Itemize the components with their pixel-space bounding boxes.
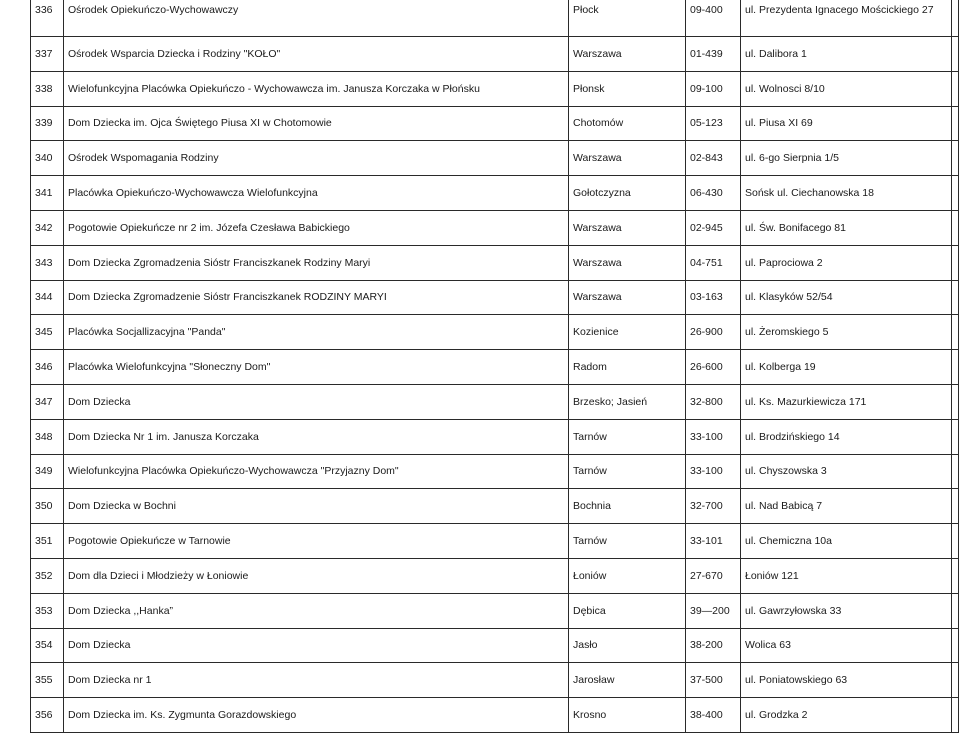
street-address: ul. Prezydenta Ignacego Mościckiego 27	[741, 0, 952, 37]
institution-name: Dom Dziecka	[64, 384, 569, 419]
row-end-cell	[952, 0, 959, 37]
institution-name: Dom Dziecka Zgromadzenia Sióstr Franciszkanek Rodziny Maryi	[64, 245, 569, 280]
table-row	[31, 315, 959, 350]
row-number: 354	[31, 628, 64, 663]
institution-name: Ośrodek Wsparcia Dziecka i Rodziny "KOŁO"	[64, 37, 569, 72]
street-address: ul. 6-go Sierpnia 1/5	[741, 141, 952, 176]
institution-name: Dom Dziecka Nr 1 im. Janusza Korczaka	[64, 419, 569, 454]
street-address: ul. Poniatowskiego 63	[741, 663, 952, 698]
institution-name: Placówka Socjallizacyjna "Panda"	[64, 315, 569, 350]
row-end-cell	[952, 245, 959, 280]
row-end-cell	[952, 71, 959, 106]
institution-name: Dom Dziecka im. Ojca Świętego Piusa XI w Chotomowie	[64, 106, 569, 141]
postal-code: 03-163	[686, 280, 741, 315]
city: Jarosław	[569, 663, 686, 698]
street-address: ul. Paprociowa 2	[741, 245, 952, 280]
street-address: ul. Kolberga 19	[741, 350, 952, 385]
table-row	[31, 593, 959, 628]
institution-name: Ośrodek Wspomagania Rodziny	[64, 141, 569, 176]
table-row	[31, 489, 959, 524]
postal-code: 38-200	[686, 628, 741, 663]
institution-name: Dom Dziecka ,,Hanka”	[64, 593, 569, 628]
institution-name: Placówka Opiekuńczo-Wychowawcza Wielofunkcyjna	[64, 176, 569, 211]
street-address: ul. Klasyków 52/54	[741, 280, 952, 315]
row-end-cell	[952, 489, 959, 524]
city: Jasło	[569, 628, 686, 663]
postal-code: 27-670	[686, 558, 741, 593]
street-address: ul. Żeromskiego 5	[741, 315, 952, 350]
postal-code: 33-100	[686, 454, 741, 489]
city: Bochnia	[569, 489, 686, 524]
row-number: 339	[31, 106, 64, 141]
row-number: 340	[31, 141, 64, 176]
table-row	[31, 106, 959, 141]
street-address: Wolica 63	[741, 628, 952, 663]
row-number: 346	[31, 350, 64, 385]
row-end-cell	[952, 350, 959, 385]
street-address: ul. Grodzka 2	[741, 698, 952, 733]
city: Warszawa	[569, 245, 686, 280]
row-number: 343	[31, 245, 64, 280]
city: Warszawa	[569, 141, 686, 176]
street-address: ul. Brodzińskiego 14	[741, 419, 952, 454]
table-row	[31, 663, 959, 698]
row-end-cell	[952, 698, 959, 733]
street-address: ul. Św. Bonifacego 81	[741, 210, 952, 245]
city: Warszawa	[569, 280, 686, 315]
table-row	[31, 245, 959, 280]
row-end-cell	[952, 315, 959, 350]
street-address: ul. Chyszowska 3	[741, 454, 952, 489]
row-number: 337	[31, 37, 64, 72]
table-row	[31, 384, 959, 419]
table-row	[31, 454, 959, 489]
row-number: 344	[31, 280, 64, 315]
street-address: Sońsk ul. Ciechanowska 18	[741, 176, 952, 211]
postal-code: 02-843	[686, 141, 741, 176]
city: Dębica	[569, 593, 686, 628]
row-end-cell	[952, 558, 959, 593]
table-row	[31, 698, 959, 733]
city: Warszawa	[569, 37, 686, 72]
row-number: 349	[31, 454, 64, 489]
postal-code: 26-900	[686, 315, 741, 350]
row-end-cell	[952, 384, 959, 419]
institution-name: Pogotowie Opiekuńcze w Tarnowie	[64, 524, 569, 559]
institution-name: Wielofunkcyjna Placówka Opiekuńczo - Wychowawcza im. Janusza Korczaka w Płońsku	[64, 71, 569, 106]
row-number: 342	[31, 210, 64, 245]
row-end-cell	[952, 593, 959, 628]
street-address: Łoniów 121	[741, 558, 952, 593]
institution-name: Pogotowie Opiekuńcze nr 2 im. Józefa Czesława Babickiego	[64, 210, 569, 245]
city: Płonsk	[569, 71, 686, 106]
postal-code: 05-123	[686, 106, 741, 141]
row-end-cell	[952, 210, 959, 245]
postal-code: 09-100	[686, 71, 741, 106]
street-address: ul. Ks. Mazurkiewicza 171	[741, 384, 952, 419]
postal-code: 04-751	[686, 245, 741, 280]
row-end-cell	[952, 280, 959, 315]
postal-code: 32-700	[686, 489, 741, 524]
row-number: 338	[31, 71, 64, 106]
city: Brzesko; Jasień	[569, 384, 686, 419]
institution-name: Wielofunkcyjna Placówka Opiekuńczo-Wychowawcza "Przyjazny Dom"	[64, 454, 569, 489]
table-row	[31, 524, 959, 559]
row-number: 356	[31, 698, 64, 733]
row-end-cell	[952, 628, 959, 663]
city: Gołotczyzna	[569, 176, 686, 211]
institution-name: Dom Dziecka im. Ks. Zygmunta Gorazdowskiego	[64, 698, 569, 733]
table-row	[31, 419, 959, 454]
row-end-cell	[952, 524, 959, 559]
street-address: ul. Dalibora 1	[741, 37, 952, 72]
institution-name: Dom Dziecka	[64, 628, 569, 663]
city: Warszawa	[569, 210, 686, 245]
table-row	[31, 350, 959, 385]
row-number: 336	[31, 0, 64, 37]
table-row	[31, 0, 959, 37]
institutions-table	[30, 0, 959, 733]
postal-code: 33-101	[686, 524, 741, 559]
table-row	[31, 141, 959, 176]
city: Kozienice	[569, 315, 686, 350]
street-address: ul. Piusa XI 69	[741, 106, 952, 141]
row-end-cell	[952, 176, 959, 211]
table-row	[31, 210, 959, 245]
city: Tarnów	[569, 454, 686, 489]
postal-code: 37-500	[686, 663, 741, 698]
street-address: ul. Wolnosci 8/10	[741, 71, 952, 106]
institution-name: Dom dla Dzieci i Młodzieży w Łoniowie	[64, 558, 569, 593]
postal-code: 38-400	[686, 698, 741, 733]
row-end-cell	[952, 106, 959, 141]
row-number: 341	[31, 176, 64, 211]
row-number: 353	[31, 593, 64, 628]
table-row	[31, 176, 959, 211]
institution-name: Ośrodek Opiekuńczo-Wychowawczy	[64, 0, 569, 37]
row-number: 355	[31, 663, 64, 698]
row-end-cell	[952, 419, 959, 454]
postal-code: 06-430	[686, 176, 741, 211]
row-number: 351	[31, 524, 64, 559]
city: Łoniów	[569, 558, 686, 593]
row-number: 352	[31, 558, 64, 593]
postal-code: 32-800	[686, 384, 741, 419]
city: Radom	[569, 350, 686, 385]
city: Krosno	[569, 698, 686, 733]
table-row	[31, 628, 959, 663]
street-address: ul. Nad Babicą 7	[741, 489, 952, 524]
city: Tarnów	[569, 419, 686, 454]
table-row	[31, 558, 959, 593]
postal-code: 01-439	[686, 37, 741, 72]
row-number: 347	[31, 384, 64, 419]
street-address: ul. Chemiczna 10a	[741, 524, 952, 559]
row-number: 345	[31, 315, 64, 350]
row-end-cell	[952, 37, 959, 72]
row-number: 350	[31, 489, 64, 524]
city: Chotomów	[569, 106, 686, 141]
postal-code: 33-100	[686, 419, 741, 454]
row-end-cell	[952, 454, 959, 489]
table-row	[31, 71, 959, 106]
row-end-cell	[952, 141, 959, 176]
table-row	[31, 37, 959, 72]
postal-code: 26-600	[686, 350, 741, 385]
street-address: ul. Gawrzyłowska 33	[741, 593, 952, 628]
postal-code: 09-400	[686, 0, 741, 37]
institution-name: Dom Dziecka w Bochni	[64, 489, 569, 524]
postal-code: 39—200	[686, 593, 741, 628]
table-row	[31, 280, 959, 315]
row-end-cell	[952, 663, 959, 698]
postal-code: 02-945	[686, 210, 741, 245]
institution-name: Dom Dziecka nr 1	[64, 663, 569, 698]
row-number: 348	[31, 419, 64, 454]
institution-name: Placówka Wielofunkcyjna "Słoneczny Dom"	[64, 350, 569, 385]
city: Płock	[569, 0, 686, 37]
city: Tarnów	[569, 524, 686, 559]
institution-name: Dom Dziecka Zgromadzenie Sióstr Franciszkanek RODZINY MARYI	[64, 280, 569, 315]
